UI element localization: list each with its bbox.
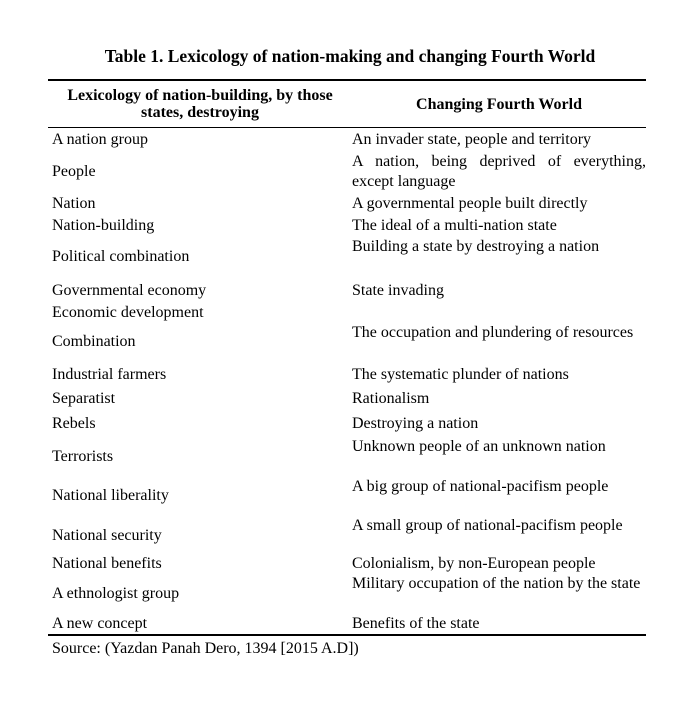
term-cell: Combination [52, 333, 136, 350]
term-cell: Terrorists [52, 448, 114, 465]
term-cell: People [52, 163, 96, 180]
table-bottom-rule [48, 634, 646, 636]
meaning-cell: The occupation and plundering of resources [352, 324, 634, 341]
term-cell: Nation [52, 195, 96, 212]
term-cell: Political combination [52, 248, 190, 265]
meaning-cell: A governmental people built directly [352, 195, 588, 212]
meaning-cell: A small group of national-pacifism people [352, 517, 623, 534]
term-cell: National benefits [52, 555, 162, 572]
meaning-cell: An invader state, people and territory [352, 131, 592, 148]
meaning-cell: Unknown people of an unknown nation [352, 438, 606, 455]
meaning-cell: Rationalism [352, 390, 430, 407]
term-cell: A new concept [52, 615, 148, 632]
meaning-cell: A nation, being deprived of everything, except language [352, 153, 646, 190]
source-note: Source: (Yazdan Panah Dero, 1394 [2015 A.D]) [52, 640, 359, 657]
meaning-cell: A big group of national-pacifism people [352, 478, 609, 495]
term-cell: Industrial farmers [52, 366, 167, 383]
term-cell: A nation group [52, 131, 148, 148]
term-cell: National security [52, 527, 162, 544]
term-cell: Separatist [52, 390, 116, 407]
table-top-rule [48, 79, 646, 81]
meaning-cell: Benefits of the state [352, 615, 480, 632]
meaning-cell: Destroying a nation [352, 415, 479, 432]
table-caption: Table 1. Lexicology of nation-making and changing Fourth World [104, 46, 596, 66]
term-cell: Economic development [52, 304, 204, 321]
meaning-cell: The ideal of a multi-nation state [352, 217, 557, 234]
meaning-cell: Building a state by destroying a nation [352, 238, 600, 255]
term-cell: Nation-building [52, 217, 155, 234]
meaning-cell: Military occupation of the nation by the state [352, 575, 641, 592]
term-cell: Governmental economy [52, 282, 207, 299]
header-lexicology: Lexicology of nation-building, by those states, destroying [67, 87, 333, 121]
term-cell: Rebels [52, 415, 96, 432]
table-header-rule [48, 127, 646, 128]
header-changing-fourth-world: Changing Fourth World [416, 96, 582, 113]
meaning-cell: State invading [352, 282, 444, 299]
term-cell: National liberality [52, 487, 169, 504]
meaning-cell: Colonialism, by non-European people [352, 555, 596, 572]
meaning-cell: The systematic plunder of nations [352, 366, 569, 383]
term-cell: A ethnologist group [52, 585, 180, 602]
